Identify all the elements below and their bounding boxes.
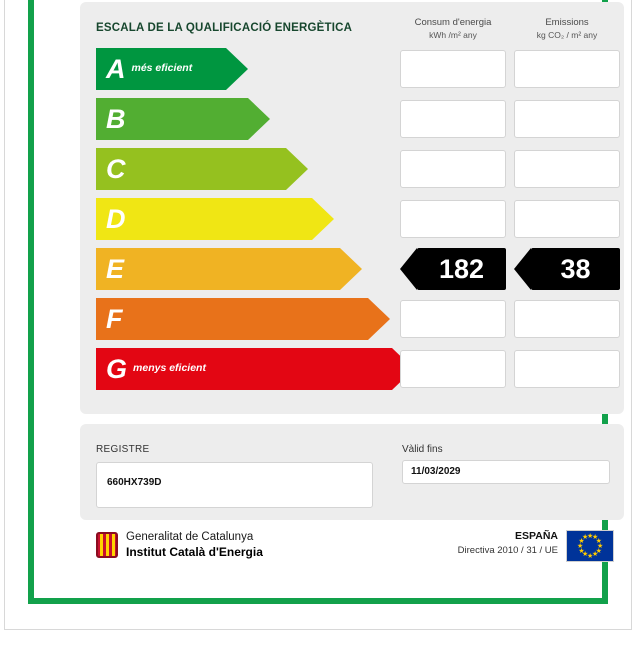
eu-star-icon: ★: [595, 537, 602, 545]
eu-star-icon: ★: [587, 532, 594, 540]
valid-until-label: Vàlid fins: [402, 444, 443, 455]
register-value: 660HX739D: [107, 477, 162, 488]
valid-until-value: 11/03/2029: [411, 466, 461, 477]
energy-band-f: [96, 298, 390, 340]
band-body: [96, 348, 392, 390]
eu-star-icon: ★: [592, 533, 599, 541]
emissions-cell-empty: [514, 50, 620, 88]
issuer-text: [126, 530, 263, 560]
eu-star-icon: ★: [592, 551, 599, 559]
energy-band-e: [96, 248, 362, 290]
band-letter: D: [106, 203, 126, 234]
column-header-energy-title: Consum d'energia: [414, 17, 492, 28]
energy-band-b: [96, 98, 270, 140]
eu-star-icon: ★: [582, 533, 589, 541]
emissions-cell-empty: [514, 150, 620, 188]
energy-value-flag: 182: [417, 248, 506, 290]
eu-star-icon: ★: [577, 542, 584, 550]
eu-star-icon: ★: [582, 551, 589, 559]
band-arrow-tip: [368, 298, 390, 340]
eu-star-icon: ★: [587, 552, 594, 560]
energy-band-row: [80, 244, 624, 294]
issuer-line2: Institut Català d'Energia: [126, 545, 263, 559]
band-arrow-tip: [226, 48, 248, 90]
band-letter: F: [106, 303, 123, 334]
emissions-cell-empty: [514, 350, 620, 388]
page-title: ESCALA DE LA QUALIFICACIÓ ENERGÈTICA: [96, 22, 353, 34]
energy-band-row: [80, 194, 624, 244]
eu-star-icon: ★: [578, 537, 585, 545]
certificate-footer: [80, 528, 624, 574]
energy-certificate: [28, 0, 608, 604]
band-body: [96, 198, 312, 240]
energy-scale-panel: [80, 2, 624, 414]
band-body: [96, 48, 226, 90]
band-letter: C: [106, 153, 126, 184]
valid-until-box: [402, 460, 610, 484]
energy-band-row: [80, 144, 624, 194]
energy-cell-empty: [400, 150, 506, 188]
band-letter: E: [106, 253, 125, 284]
band-note: menys eficient: [133, 362, 206, 374]
column-header-emissions: [512, 16, 622, 42]
band-letter: B: [106, 103, 126, 134]
energy-cell-empty: [400, 200, 506, 238]
band-arrow-tip: [248, 98, 270, 140]
eu-flag-icon: [566, 530, 614, 562]
band-arrow-tip: [340, 248, 362, 290]
column-header-emissions-title: Emissions: [545, 17, 589, 28]
energy-cell-empty: [400, 50, 506, 88]
register-panel: [80, 424, 624, 520]
band-note: més eficient: [131, 62, 193, 74]
band-body: [96, 248, 340, 290]
energy-band-d: [96, 198, 334, 240]
emissions-value-flag: 38: [531, 248, 620, 290]
emissions-cell-empty: [514, 200, 620, 238]
band-body: [96, 298, 368, 340]
eu-star-icon: ★: [597, 542, 604, 550]
country-name: ESPAÑA: [515, 530, 558, 542]
band-arrow-tip: [312, 198, 334, 240]
country-block: [458, 530, 558, 556]
energy-band-a: [96, 48, 248, 90]
energy-band-c: [96, 148, 308, 190]
energy-band-row: [80, 344, 624, 394]
energy-band-row: [80, 294, 624, 344]
directive-text: Directiva 2010 / 31 / UE: [457, 545, 558, 556]
energy-band-g: [96, 348, 414, 390]
eu-star-icon: ★: [578, 547, 585, 555]
column-header-emissions-units: kg CO₂ / m² any: [536, 30, 598, 40]
column-header-energy: [398, 16, 508, 42]
energy-cell-empty: [400, 350, 506, 388]
energy-band-row: [80, 94, 624, 144]
energy-cell-empty: [400, 100, 506, 138]
band-arrow-tip: [286, 148, 308, 190]
column-header-energy-units: kWh /m² any: [429, 30, 477, 40]
energy-band-row: [80, 44, 624, 94]
register-label: REGISTRE: [96, 444, 150, 455]
register-value-box: [96, 462, 373, 508]
generalitat-logo-icon: [96, 532, 118, 558]
band-letter: A: [106, 53, 126, 84]
emissions-cell-empty: [514, 100, 620, 138]
energy-cell-empty: [400, 300, 506, 338]
emissions-cell-empty: [514, 300, 620, 338]
band-body: [96, 148, 286, 190]
band-letter: G: [106, 353, 128, 384]
issuer-line1: Generalitat de Catalunya: [126, 531, 254, 543]
eu-star-icon: ★: [595, 547, 602, 555]
band-body: [96, 98, 248, 140]
